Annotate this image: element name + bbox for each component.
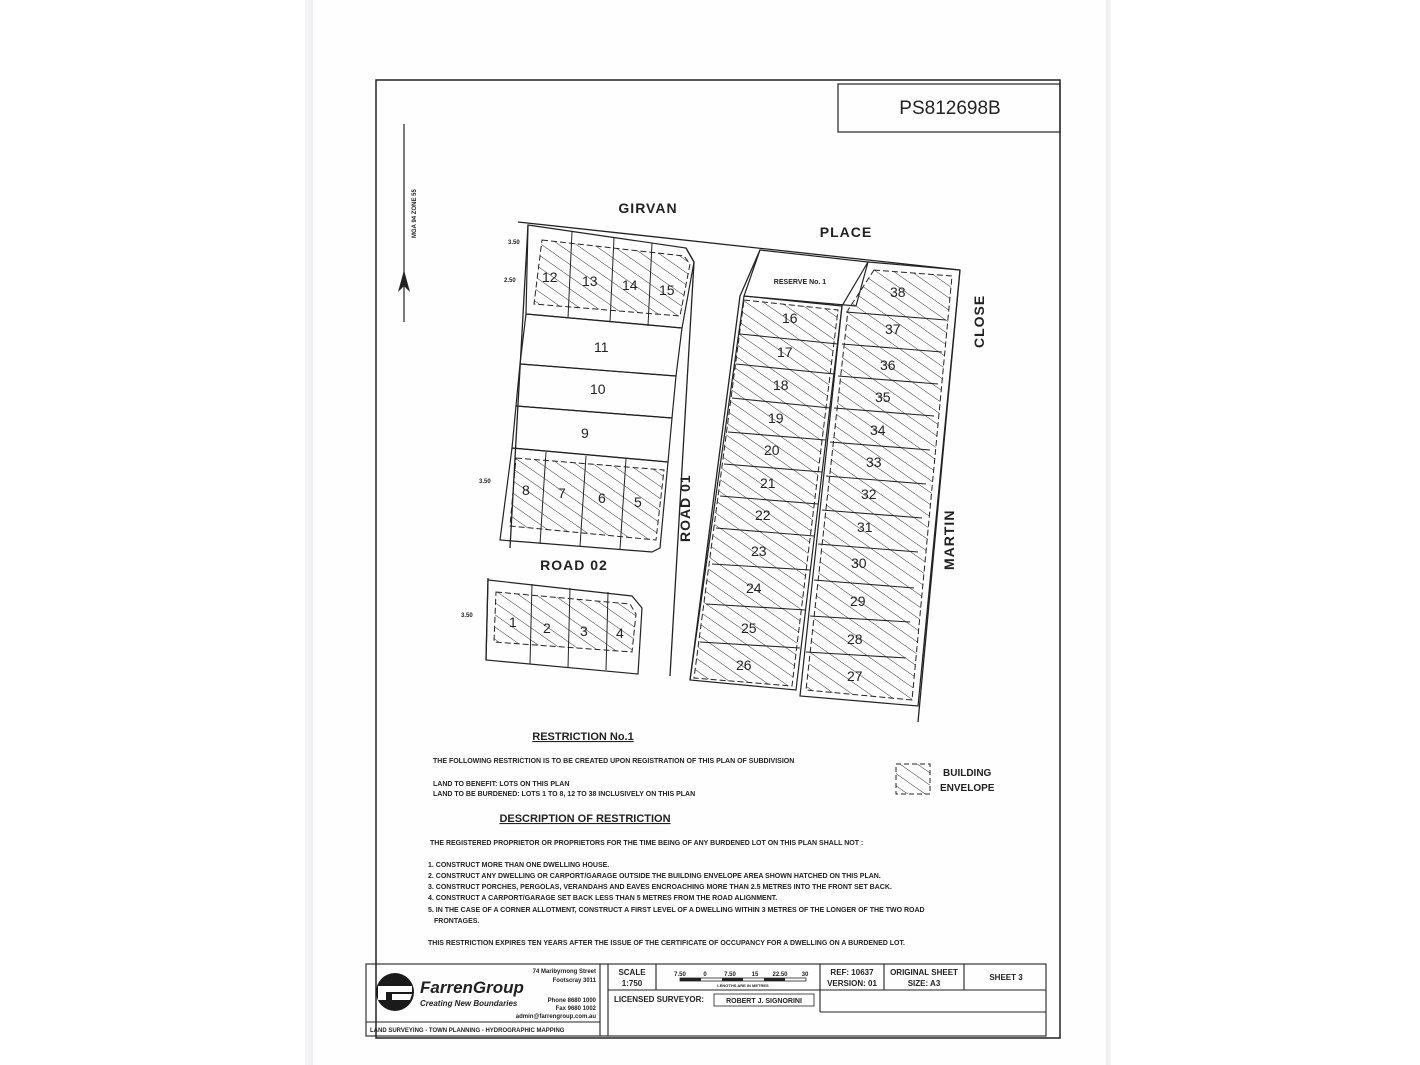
scale-value: 1:750	[621, 979, 643, 988]
reserve-label: RESERVE No. 1	[773, 279, 827, 286]
lot-number: 20	[764, 442, 780, 458]
scale-tick: 7.50	[674, 972, 686, 978]
lot-number: 33	[866, 454, 882, 470]
road-name-girvan: GIRVAN	[618, 200, 678, 216]
lot-number: 32	[861, 486, 877, 502]
lot-number: 23	[751, 543, 767, 559]
lot-number: 8	[522, 482, 530, 498]
company-address: Footscray 3011	[552, 978, 596, 984]
lot-number: 18	[773, 377, 789, 393]
sheet-size: SIZE: A3	[907, 979, 941, 988]
restriction-item: FRONTAGES.	[434, 918, 480, 925]
lot-number: 15	[659, 282, 675, 298]
restriction-item: 1. CONSTRUCT MORE THAN ONE DWELLING HOUSE.	[428, 862, 610, 869]
road-name-place: PLACE	[819, 224, 873, 240]
company-tagline: Creating New Boundaries	[420, 999, 518, 1008]
ref-number: REF: 10637	[830, 968, 874, 977]
lot-number: 19	[768, 410, 784, 426]
lot-number: 28	[847, 631, 863, 647]
company-phone: Phone 8680 1000	[547, 998, 596, 1004]
legend-label: ENVELOPE	[940, 783, 995, 794]
surveyor-label: LICENSED SURVEYOR:	[614, 995, 705, 1004]
surveyor-name: ROBERT J. SIGNORINI	[726, 998, 802, 1005]
restriction-title: RESTRICTION No.1	[532, 731, 634, 743]
road-name-martin: MARTIN	[941, 509, 957, 570]
restriction-expiry: THIS RESTRICTION EXPIRES TEN YEARS AFTER THE ISSUE OF THE CERTIFICATE OF OCCUPANCY FOR A DWELLING ON A BURDENED LOT.	[428, 940, 905, 947]
lot-number: 22	[755, 507, 771, 523]
version: VERSION: 01	[827, 979, 877, 988]
original-sheet: ORIGINAL SHEET	[890, 968, 958, 977]
lot-number: 34	[870, 422, 886, 438]
lot-number: 25	[741, 620, 757, 636]
company-email: admin@farrengroup.com.au	[515, 1014, 596, 1020]
lot-number: 3	[580, 623, 588, 639]
lot-number: 1	[509, 614, 517, 630]
scale-bar	[674, 972, 809, 988]
lot-number: 29	[850, 593, 866, 609]
block-lots-5-8	[500, 448, 668, 552]
scale-tick: 7.50	[724, 972, 736, 978]
restriction-item: 3. CONSTRUCT PORCHES, PERGOLAS, VERANDAHS AND EAVES ENCROACHING MORE THAN 2.5 METRES INTO THE FRONT SET BACK.	[428, 884, 892, 891]
legend-label: BUILDING	[943, 768, 992, 779]
lot-number: 12	[542, 269, 558, 285]
lot-number: 30	[851, 555, 867, 571]
lot-number: 35	[875, 389, 891, 405]
restriction-item: 2. CONSTRUCT ANY DWELLING OR CARPORT/GARAGE OUTSIDE THE BUILDING ENVELOPE AREA SHOWN HATCHED ON THIS PLAN.	[428, 873, 881, 880]
company-name: FarrenGroup	[420, 978, 524, 997]
restriction-item: 4. CONSTRUCT A CARPORT/GARAGE SET BACK LESS THAN 5 METRES FROM THE ROAD ALIGNMENT.	[428, 895, 778, 902]
scale-label: SCALE	[618, 968, 646, 977]
setback-label: 3.50	[479, 479, 491, 485]
legend-hatch-swatch	[896, 764, 930, 794]
north-zone-label: MGA 94 ZONE 55	[412, 189, 418, 238]
lot-number: 10	[590, 381, 606, 397]
scale-tick: 30	[801, 972, 809, 978]
lot-number: 14	[622, 277, 638, 293]
setback-label: 3.50	[508, 240, 520, 246]
lot-number: 2	[543, 620, 551, 636]
lot-number: 27	[847, 668, 863, 684]
lot-number: 31	[857, 519, 873, 535]
restriction-benefit: LAND TO BENEFIT: LOTS ON THIS PLAN	[433, 781, 570, 788]
lot-number: 38	[890, 284, 906, 300]
farrengroup-logo	[376, 973, 414, 1011]
lot-number: 36	[880, 357, 896, 373]
road-name-road02: ROAD 02	[540, 557, 608, 573]
restriction-intro: THE FOLLOWING RESTRICTION IS TO BE CREATED UPON REGISTRATION OF THIS PLAN OF SUBDIVISION	[433, 758, 795, 765]
lot-number: 13	[582, 273, 598, 289]
road-name-close: CLOSE	[971, 294, 987, 348]
lot-number: 11	[594, 339, 609, 355]
scale-tick: 0	[703, 972, 707, 978]
company-services: LAND SURVEYING - TOWN PLANNING - HYDROGRAPHIC MAPPING	[370, 1028, 565, 1034]
restriction-preamble: THE REGISTERED PROPRIETOR OR PROPRIETORS FOR THE TIME BEING OF ANY BURDENED LOT ON THIS PLAN SHALL NOT :	[430, 840, 864, 847]
lot-number: 9	[581, 425, 589, 441]
restriction-item: 5. IN THE CASE OF A CORNER ALLOTMENT, CONSTRUCT A FIRST LEVEL OF A DWELLING WITHIN 3 METRES OF THE LONGER OF THE TWO ROAD	[428, 907, 925, 914]
lot-number: 5	[634, 494, 642, 510]
lot-number: 4	[616, 625, 624, 641]
lot-number: 16	[782, 310, 798, 326]
lot-number: 37	[885, 321, 901, 337]
setback-label: 3.50	[461, 613, 473, 619]
restriction-burdened: LAND TO BE BURDENED: LOTS 1 TO 8, 12 TO 38 INCLUSIVELY ON THIS PLAN	[433, 791, 696, 798]
plan-number: PS812698B	[899, 98, 1001, 119]
scale-tick: 22.50	[772, 972, 788, 978]
sheet-number: SHEET 3	[989, 973, 1023, 982]
lot-number: 7	[558, 485, 566, 501]
lot-number: 24	[746, 580, 762, 596]
company-fax: Fax 9680 1002	[555, 1006, 596, 1012]
scale-tick: 15	[751, 972, 759, 978]
setback-label: 2.50	[504, 278, 516, 284]
lot-number: 21	[760, 475, 776, 491]
description-title: DESCRIPTION OF RESTRICTION	[499, 813, 671, 825]
scale-caption: LENGTHS ARE IN METRES	[717, 983, 769, 988]
company-address: 74 Maribyrnong Street	[532, 969, 596, 975]
north-arrow	[398, 124, 418, 322]
lot-number: 6	[598, 490, 606, 506]
lot-number: 17	[777, 344, 793, 360]
lot-number: 26	[736, 657, 752, 673]
road-name-road01: ROAD 01	[677, 474, 693, 542]
